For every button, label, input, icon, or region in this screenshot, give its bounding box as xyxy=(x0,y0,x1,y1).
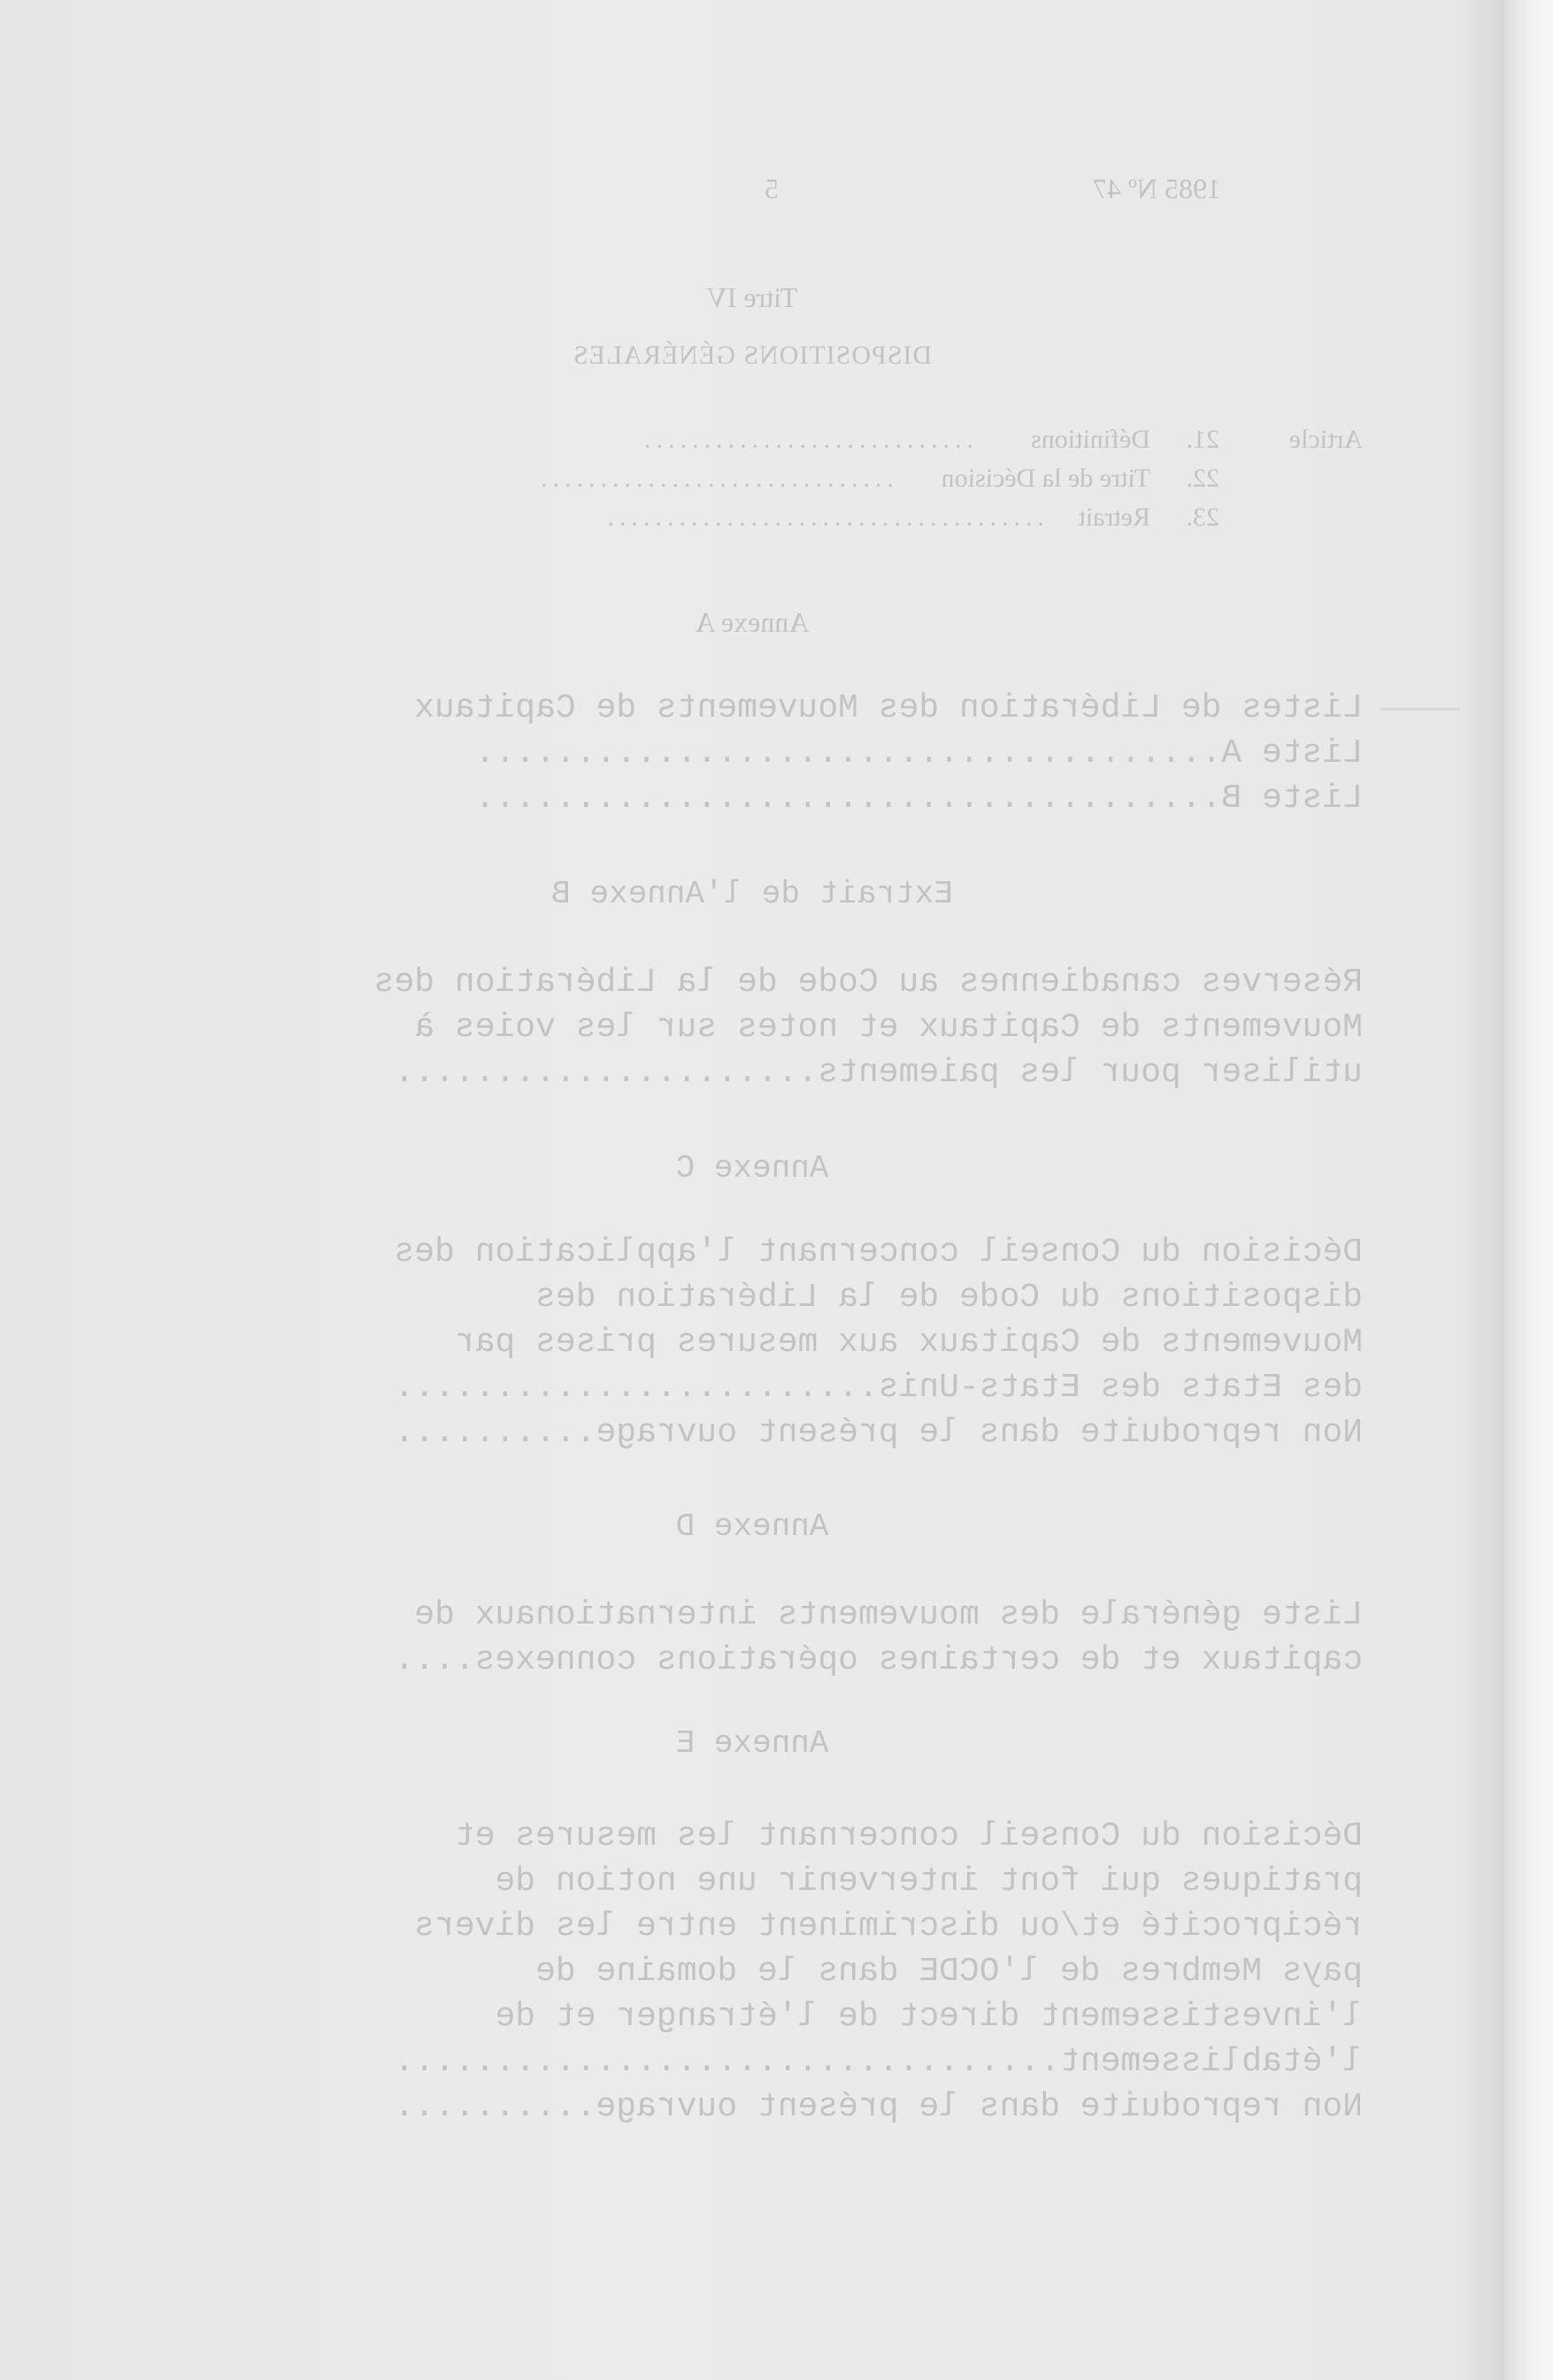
annex-c-line: dispositions du Code de la Libération des xyxy=(535,1278,1363,1317)
leader-dots: .............................. xyxy=(535,464,894,493)
annex-c-line: Mouvements de Capitaux aux mesures prises par xyxy=(454,1324,1363,1362)
annex-d-line: Liste générale des mouvements internationaux de xyxy=(414,1596,1363,1634)
annex-a-line: Liste A..................................... xyxy=(474,734,1363,772)
leader-dots: ............................ xyxy=(639,425,973,454)
annex-e-line: l'établissement................................. xyxy=(394,2043,1363,2081)
article-title: Retrait xyxy=(1078,503,1150,532)
annex-e-line: Non reproduite dans le présent ouvrage.......... xyxy=(394,2088,1363,2126)
article-label: Article xyxy=(1288,425,1363,454)
annex-a-line: Liste B..................................... xyxy=(474,779,1363,818)
annex-b-line: utiliser pour les paiements..................... xyxy=(394,1054,1363,1092)
annex-b-line: Réserves canadiennes au Code de la Libération des xyxy=(373,964,1363,1002)
annex-e-line: pratiques qui font intervenir une notion de xyxy=(495,1862,1363,1900)
annex-b-line: Mouvements de Capitaux et notes sur les voies à xyxy=(414,1009,1363,1047)
annex-c-line: Décision du Conseil concernant l'application des xyxy=(394,1233,1363,1271)
annex-c-line: Non reproduite dans le présent ouvrage.......... xyxy=(394,1414,1363,1452)
annex-e-entries xyxy=(301,1814,1363,2130)
page-binding-edge xyxy=(1504,0,1553,2380)
annex-e-title: Annexe E xyxy=(675,1725,829,1762)
page-header xyxy=(283,173,1221,217)
annex-d-line: capitaux et de certaines opérations connexes.... xyxy=(394,1641,1363,1679)
article-title: Titre de la Décision xyxy=(941,464,1150,493)
article-number: 23. xyxy=(1186,503,1219,532)
annex-b-title: Extrait de l'Annexe B xyxy=(551,876,953,912)
annex-d-entries xyxy=(301,1593,1363,1683)
section-heading: Titre IV xyxy=(706,281,798,313)
annex-a-title: Annexe A xyxy=(695,606,810,638)
issue-number: 1985 Nº 47 xyxy=(1092,173,1221,204)
page-number: 5 xyxy=(765,173,779,204)
article-row xyxy=(301,464,1363,503)
annex-a-line: Listes de Libération des Mouvements de Capitaux xyxy=(414,689,1363,727)
article-number: 21. xyxy=(1186,425,1219,454)
leader-dots: ..................................... xyxy=(602,503,1044,532)
annex-c-entries xyxy=(301,1230,1363,1455)
article-title: Définitions xyxy=(1031,425,1150,454)
article-number: 22. xyxy=(1186,464,1219,493)
annex-d-title: Annexe D xyxy=(675,1509,829,1545)
article-row xyxy=(301,503,1363,541)
annex-b-entries xyxy=(301,960,1363,1095)
annex-c-line: des Etats des Etats-Unis........................ xyxy=(394,1369,1363,1407)
annex-a-entries xyxy=(301,686,1363,821)
article-row xyxy=(301,425,1363,464)
annex-e-line: pays Membres de l'OCDE dans le domaine de xyxy=(535,1953,1363,1991)
annex-e-line: Décision du Conseil concernant les mesures et xyxy=(454,1817,1363,1855)
annex-e-line: l'investissement direct de l'étranger et de xyxy=(495,1998,1363,2036)
annex-e-line: réciprocité et/ou discriminent entre les divers xyxy=(414,1908,1363,1946)
article-list xyxy=(301,425,1363,541)
annex-c-title: Annexe C xyxy=(675,1150,829,1186)
section-subheading: DISPOSITIONS GÉNÉRALES xyxy=(572,341,933,370)
